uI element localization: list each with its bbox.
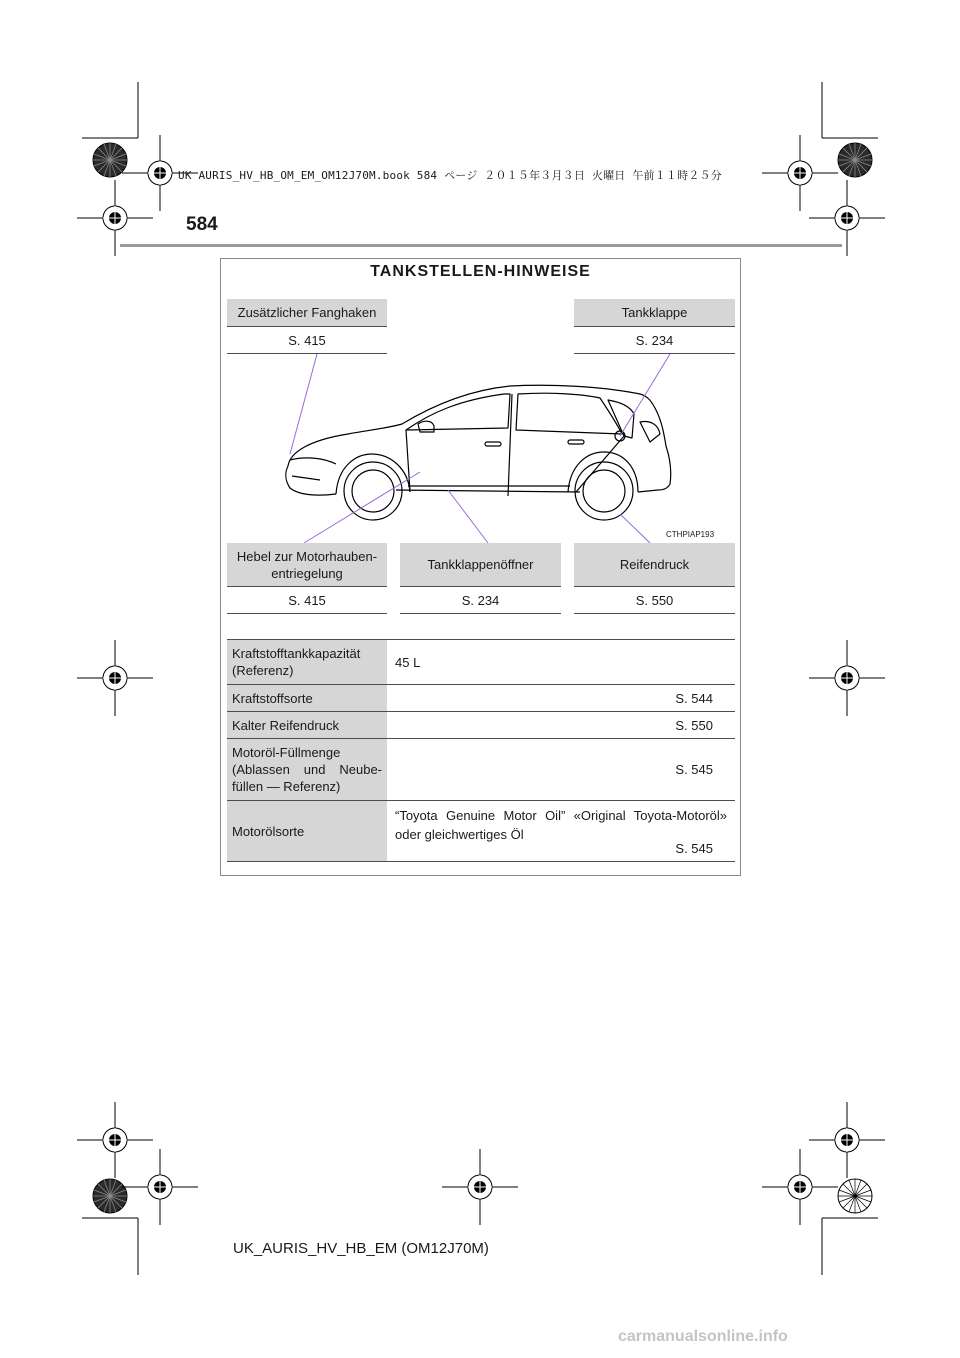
callout-flap-label: Tankklappe [574, 299, 735, 327]
fuel-type-ref [387, 685, 735, 711]
fuel-type-ref-text: S. 544 [675, 690, 713, 706]
page-number: 584 [186, 214, 218, 235]
section-title: TANKSTELLEN-HINWEISE [370, 263, 591, 280]
callout-flap-ref: S. 234 [574, 327, 735, 354]
cold-tire-ref-text: S. 550 [675, 717, 713, 733]
figure-code: CTHPIAP193 [666, 530, 715, 539]
table-row [227, 640, 735, 685]
oil-type-ref-text: S. 545 [675, 841, 713, 856]
callout-opener-label: Tankklappenöffner [400, 543, 561, 587]
callout-opener-ref: S. 234 [400, 587, 561, 614]
callout-hook-label: Zusätzlicher Fanghaken [227, 299, 387, 327]
oil-qty-ref-text: S. 545 [675, 762, 713, 777]
oil-type-label: Motorölsorte [227, 801, 387, 861]
callout-hood-ref: S. 415 [227, 587, 387, 614]
capacity-value-text: 45 L [395, 654, 421, 670]
print-header: UK AURIS_HV_HB_OM_EM_OM12J70M.book 584 ページ ２０１５年３月３日 火曜日 午前１１時２５分 [178, 169, 722, 182]
table-row [227, 712, 735, 739]
car-illustration [220, 354, 741, 544]
callout-hook-ref: S. 415 [227, 327, 387, 354]
oil-type-value [387, 801, 735, 861]
header-rule [120, 244, 842, 247]
table-row [227, 685, 735, 712]
oil-qty-ref [387, 739, 735, 800]
capacity-value [387, 640, 735, 684]
callout-tire-label: Reifendruck [574, 543, 735, 587]
cold-tire-ref [387, 712, 735, 738]
callout-tire-ref: S. 550 [574, 587, 735, 614]
fuel-type-label: Kraftstoffsorte [227, 685, 387, 711]
table-row [227, 801, 735, 862]
oil-type-value-text: “Toyota Genuine Motor Oil” «Original Toyota-Motoröl» oder gleichwertiges Öl [395, 808, 727, 842]
manual-code: UK_AURIS_HV_HB_EM (OM12J70M) [233, 1240, 489, 1257]
callout-hood-label: Hebel zur Motorhauben-entriegelung [227, 543, 387, 587]
table-row [227, 739, 735, 801]
watermark: carmanualsonline.info [618, 1328, 788, 1345]
cold-tire-label: Kalter Reifendruck [227, 712, 387, 738]
capacity-label: Kraftstofftankkapazität (Referenz) [227, 640, 387, 684]
oil-qty-label: Motoröl-Füllmenge (Ablassen und Neube-füllen — Referenz) [227, 739, 387, 800]
